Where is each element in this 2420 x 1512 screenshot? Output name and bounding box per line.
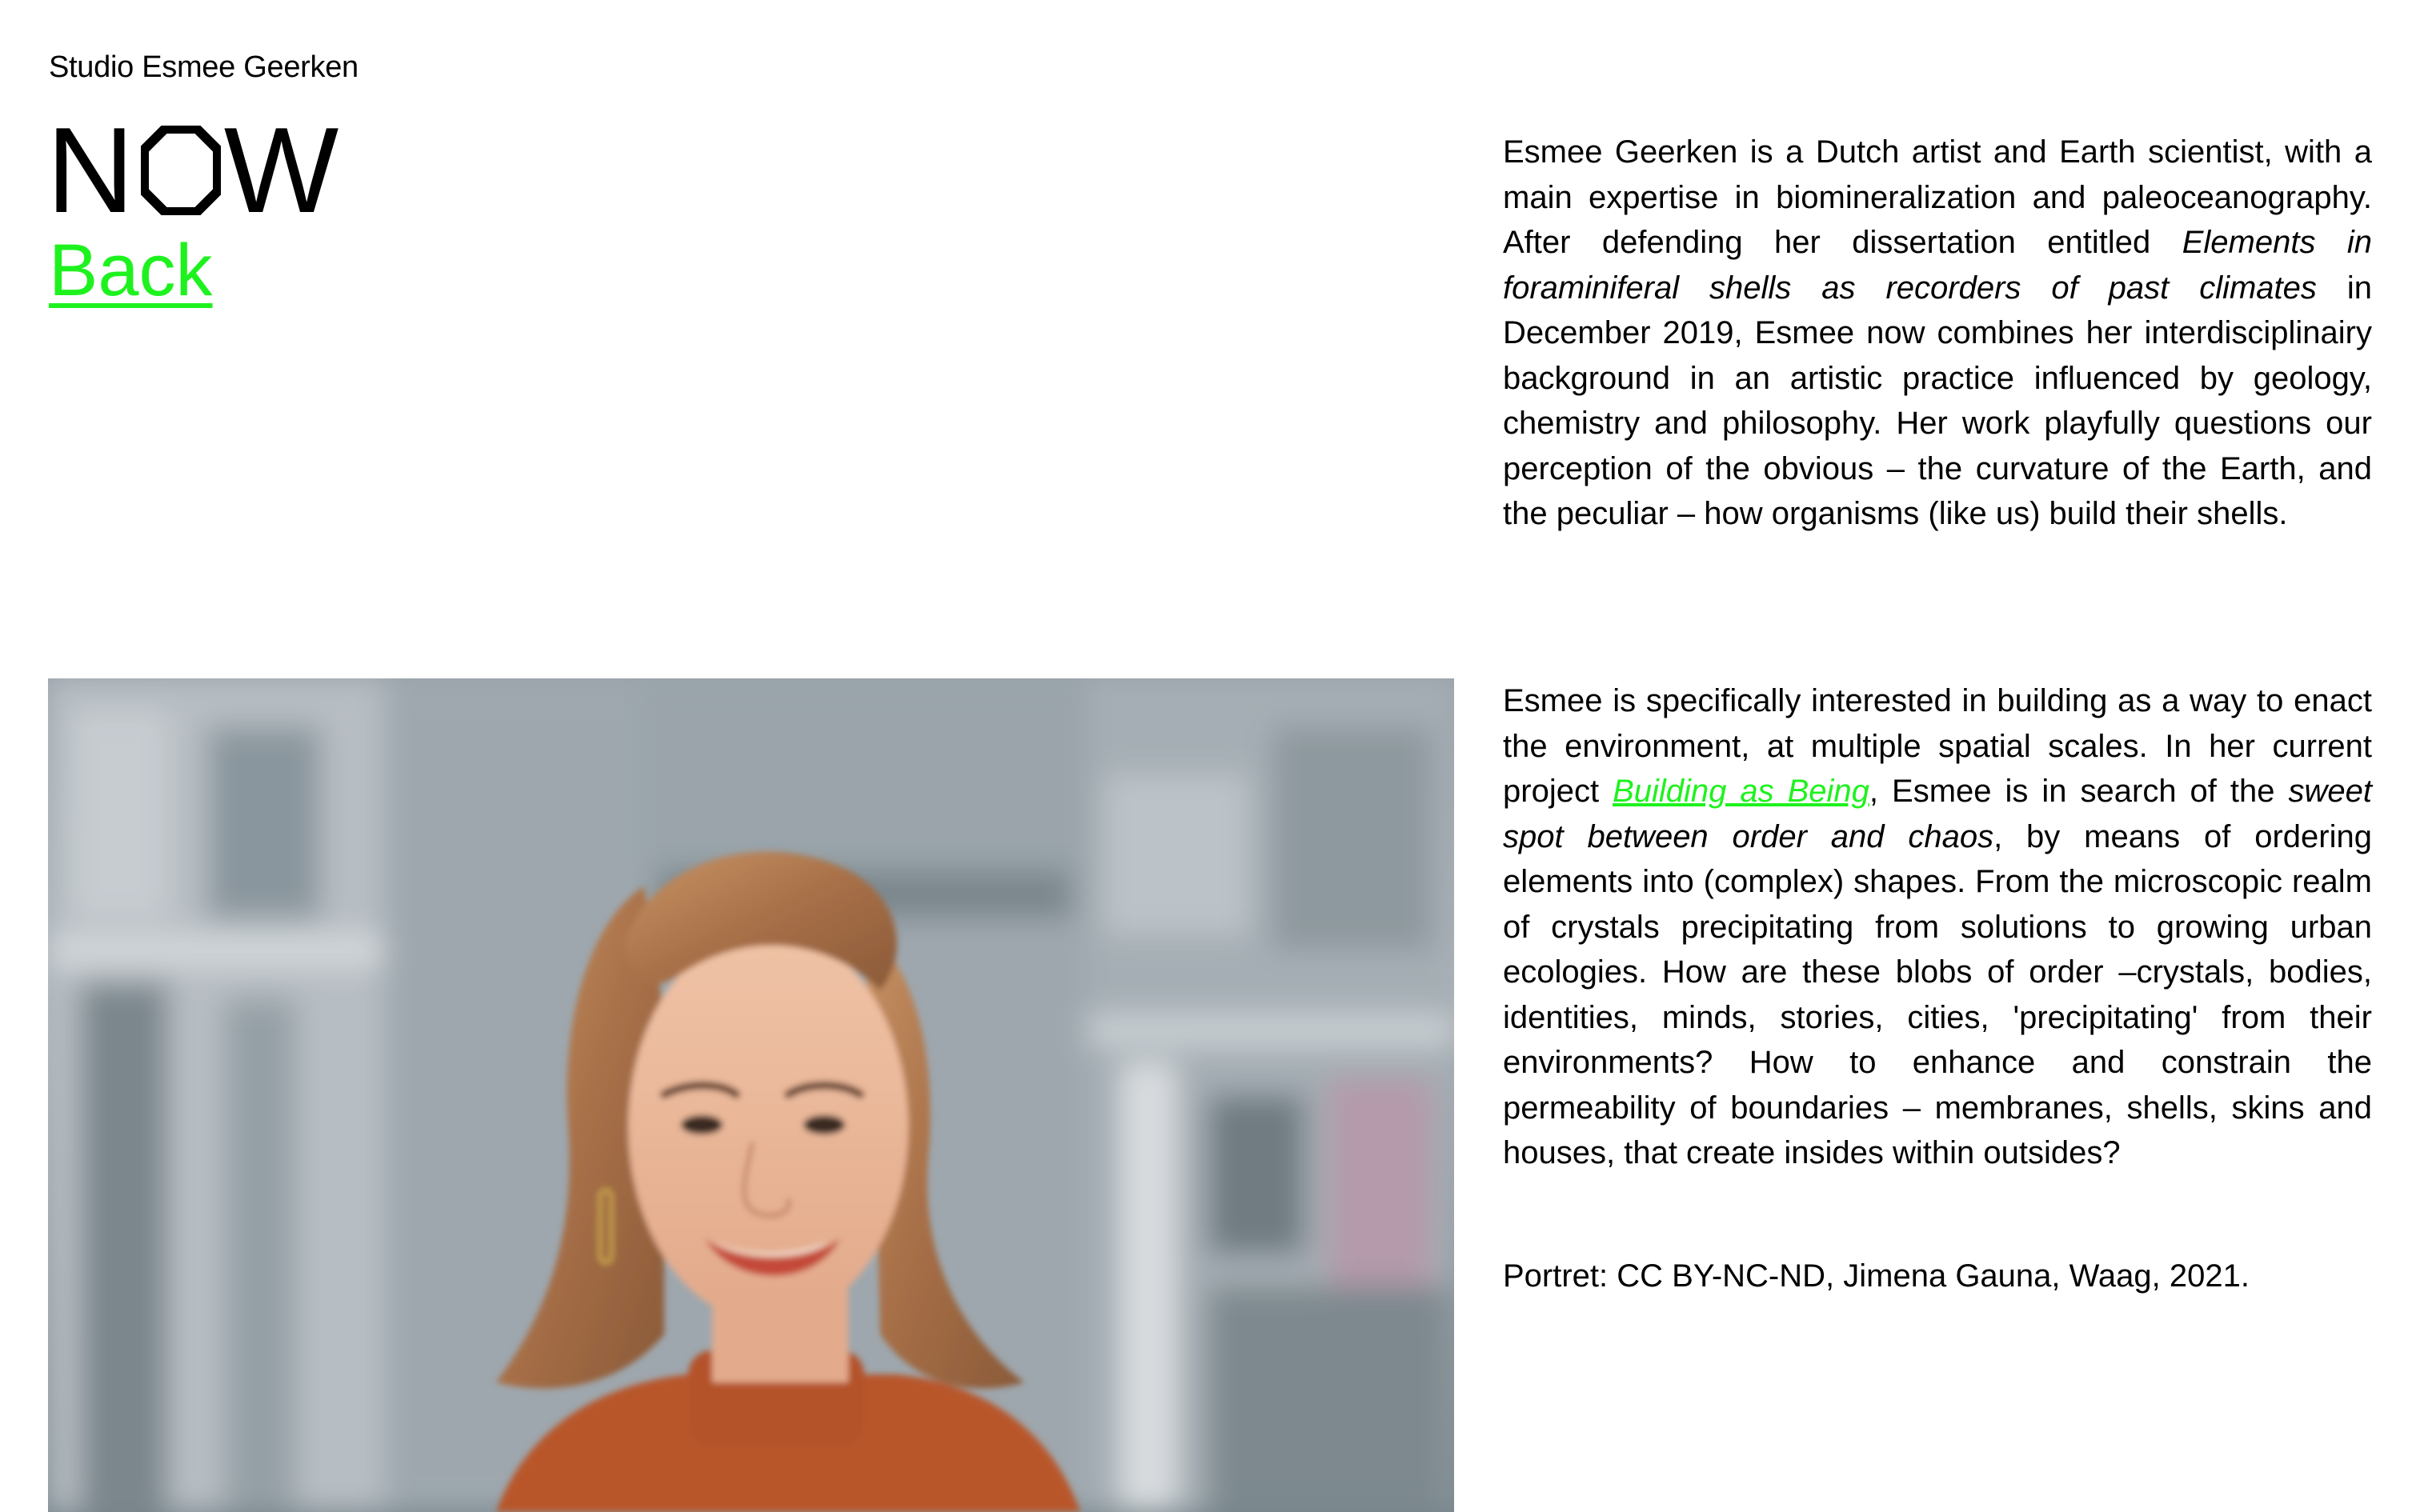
portrait-photo: [48, 678, 1454, 1512]
sweet-spot-emphasis: sweet spot between order and chaos: [1503, 774, 2372, 854]
page-title-letter-w: W: [223, 102, 343, 238]
photo-credit: Portret: CC BY-NC-ND, Jimena Gauna, Waag, 2021.: [1503, 1258, 2250, 1294]
bio-p1-text-end: in December 2019, Esmee now combines her interdisciplinairy background in an artistic practice influenced by geology, chemistry and philosophy. Her work playfully questions our perception of the obvious – the curvature of the Earth, and the peculiar – how organisms (like us) build their shells.: [1503, 270, 2372, 531]
page-title: [46, 102, 343, 238]
bio-p2-text-middle: , Esmee is in search of the: [1869, 774, 2289, 809]
bio-p2-text-end: , by means of ordering elements into (complex) shapes. From the microscopic realm of crystals precipitating from solutions to growing urban ecologies. How are these blobs of order –crystals, bodies, identities, minds, stories, cities, 'precipitating' from their environments? How to enhance and constrain the permeability of boundaries – membranes, shells, skins and houses, that create insides within outsides?: [1503, 818, 2372, 1170]
bio-paragraph-1: [1503, 130, 2372, 537]
site-name[interactable]: Studio Esmee Geerken: [49, 50, 359, 84]
page-title-letter-n: N: [46, 102, 138, 238]
bio-p2-text-start: Esmee is specifically interested in building as a way to enact the environment, at multiple spatial scales. In her current project: [1503, 683, 2372, 809]
octagon-o-icon: [141, 126, 221, 215]
building-as-being-link[interactable]: Building as Being: [1613, 774, 1869, 809]
bio-paragraph-2: [1503, 678, 2372, 1176]
back-link[interactable]: Back: [49, 230, 213, 311]
dissertation-title: Elements in foraminiferal shells as recorders of past climates: [1503, 225, 2373, 306]
portrait-illustration: [48, 678, 1454, 1512]
bio-p1-text-start: Esmee Geerken is a Dutch artist and Earth scientist, with a main expertise in biomineralization and paleoceanography. After defending her dissertation entitled: [1503, 134, 2372, 260]
